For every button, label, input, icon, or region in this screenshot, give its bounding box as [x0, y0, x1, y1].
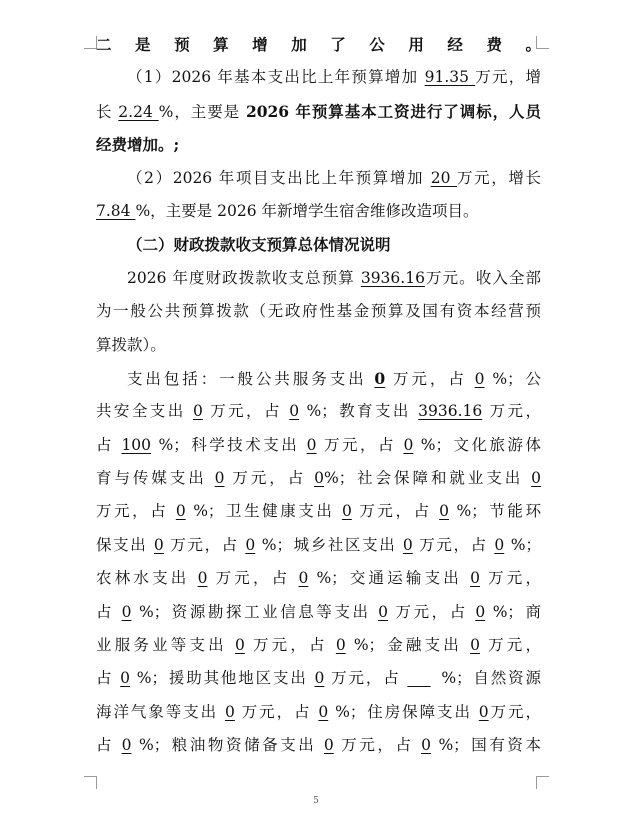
text-run: 万元，占 [316, 435, 404, 454]
text-run: 万元，占 [207, 569, 299, 588]
filled-value: 0 [245, 535, 256, 554]
filled-value: 0 [402, 535, 413, 554]
filled-value: 0 [121, 736, 132, 755]
filled-value: 0 [318, 702, 329, 721]
text-run: %；国有资本 [430, 736, 541, 755]
text-run: %，主要是 2026 年新增学生宿舍维修改造项目。 [135, 201, 479, 220]
document-body [96, 28, 541, 763]
filled-value: 7.84 [96, 201, 136, 220]
filled-value: 0 [335, 636, 346, 655]
filled-value: 0 [531, 469, 541, 488]
filled-value: 0 [120, 669, 131, 688]
text-run: %；社会保障和就业支出 [323, 469, 532, 488]
filled-value: 0 [323, 736, 334, 755]
filled-value: 0 [470, 636, 480, 655]
text-line [96, 529, 541, 562]
text-run: %；卫生健康支出 [185, 502, 342, 521]
text-run: %；住房保障支出 [328, 702, 479, 721]
text-run: 育与传媒支出 [96, 469, 215, 488]
filled-value: 0 [153, 535, 164, 554]
filled-value: 0 [224, 702, 235, 721]
text-run: 占 [96, 435, 122, 454]
text-run: 支出包括：一般公共服务支出 [127, 369, 375, 388]
filled-value: 0 [121, 602, 132, 621]
filled-value: 0 [197, 569, 208, 588]
filled-value: 3936.16 [418, 402, 483, 421]
filled-value: 0 [314, 669, 325, 688]
text-run: %；援助其他地区支出 [130, 669, 315, 688]
filled-value: 0 [175, 502, 186, 521]
text-run: 万元， [480, 636, 541, 655]
text-line [96, 262, 541, 295]
text-run: 万元，占 [234, 702, 319, 721]
text-line [96, 95, 541, 128]
text-run: 占 [96, 669, 121, 688]
text-run: %；自然资源 [441, 669, 541, 688]
text-run: （2）2026 年项目支出比上年预算增加 [127, 168, 431, 187]
text-run: %；商 [485, 602, 541, 621]
text-line [96, 562, 541, 595]
text-line [96, 329, 541, 362]
filled-value: 100 [121, 435, 152, 454]
text-run: 万元，占 [388, 602, 476, 621]
filled-value: 0 [439, 502, 450, 521]
filled-value: 0 [298, 569, 309, 588]
text-run: 万元，占 [244, 636, 336, 655]
filled-value: 0 [289, 402, 300, 421]
text-run: 万元，占 [351, 502, 440, 521]
text-line [96, 662, 541, 695]
text-run: 占 [96, 736, 122, 755]
text-run: 农林水支出 [96, 569, 198, 588]
filled-value: 0 [374, 368, 386, 388]
text-run: 万元，占 [163, 535, 246, 554]
text-run: 占 [96, 602, 122, 621]
filled-value: 0 [494, 535, 505, 554]
text-run: 经费增加。; [96, 135, 180, 155]
text-line [96, 295, 541, 328]
text-run: %；金融支出 [345, 636, 471, 655]
text-run: 2026 年预算基本工资进行了调标，人员 [245, 101, 541, 121]
text-line [96, 28, 541, 61]
text-run: 万元，占 [224, 469, 315, 488]
text-run: 二是预算增加了公用经费。 [96, 35, 541, 54]
crop-mark-bottom-right [536, 776, 549, 789]
text-line [96, 696, 541, 729]
text-line [96, 462, 541, 495]
text-line [96, 395, 541, 428]
text-run: 万元，增长 [457, 168, 541, 187]
text-run: 万元， [482, 402, 541, 421]
filled-value: 0 [421, 736, 431, 755]
text-run: %；粮油物资储备支出 [131, 736, 324, 755]
text-run: %；教育支出 [299, 402, 419, 421]
text-run: %；节能环 [449, 502, 541, 521]
text-run: 万元，占 [202, 402, 290, 421]
text-line [96, 228, 541, 261]
text-line [96, 629, 541, 662]
text-run: %，主要是 [158, 102, 246, 121]
text-run: 保支出 [96, 535, 154, 554]
text-run: %；交通运输支出 [308, 569, 471, 588]
text-run: 万元，占 [333, 736, 422, 755]
filled-value: 0 [474, 369, 485, 388]
filled-value: 0 [478, 702, 489, 721]
filled-value: 0 [192, 402, 203, 421]
filled-value: 0 [234, 636, 245, 655]
filled-value: 2.24 [118, 102, 159, 121]
filled-value: 0 [314, 469, 324, 488]
page-number: 5 [313, 796, 319, 806]
text-run: 万元， [480, 569, 541, 588]
filled-value: 0 [214, 469, 225, 488]
text-run: %；资源勘探工业信息等支出 [131, 602, 379, 621]
text-run: 为一般公共预算拨款（无政府性基金预算及国有资本经营预 [96, 302, 541, 321]
text-run: （二）财政拨款收支预算总体情况说明 [127, 235, 391, 255]
text-run: 万元， [488, 702, 541, 721]
filled-value: 0 [403, 435, 414, 454]
text-run: 业服务业等支出 [96, 636, 235, 655]
text-run: %；城乡社区支出 [255, 535, 403, 554]
filled-value: 0 [378, 602, 388, 621]
filled-value: 3936.16 [360, 268, 425, 287]
text-run: %； [504, 535, 541, 554]
text-line [96, 495, 541, 528]
filled-value: 0 [470, 569, 480, 588]
filled-value: 20 [430, 168, 457, 187]
text-line [96, 162, 541, 195]
filled-value: 0 [306, 435, 317, 454]
text-run: 海洋气象等支出 [96, 702, 225, 721]
text-line [96, 729, 541, 762]
filled-value: 0 [475, 602, 486, 621]
text-run: 万元，占 [412, 535, 495, 554]
text-line [96, 596, 541, 629]
text-line [96, 61, 541, 94]
text-line [96, 195, 541, 228]
text-line [96, 362, 541, 395]
filled-value: 91.35 [424, 68, 476, 87]
text-run: 万元，占 [96, 502, 176, 521]
text-run: 长 [96, 102, 119, 121]
blank-fill-field [407, 662, 441, 663]
crop-mark-bottom-left [84, 776, 97, 789]
text-run: 2026 年度财政拨款收支总预算 [127, 268, 361, 287]
text-run: 万元，占 [385, 369, 475, 388]
text-run: 万元，增 [475, 68, 541, 87]
text-run: %；文化旅游体 [413, 435, 541, 454]
filled-value: 0 [341, 502, 352, 521]
text-run: %；公 [484, 369, 541, 388]
text-run: 万元。收入全部 [424, 268, 541, 287]
text-run: 算拨款）。 [96, 335, 166, 354]
text-run: 万元，占 [324, 669, 408, 688]
text-run: （1）2026 年基本支出比上年预算增加 [127, 68, 425, 87]
text-run: 共安全支出 [96, 402, 193, 421]
text-line [96, 128, 541, 161]
text-line [96, 429, 541, 462]
text-run: %；科学技术支出 [151, 435, 307, 454]
